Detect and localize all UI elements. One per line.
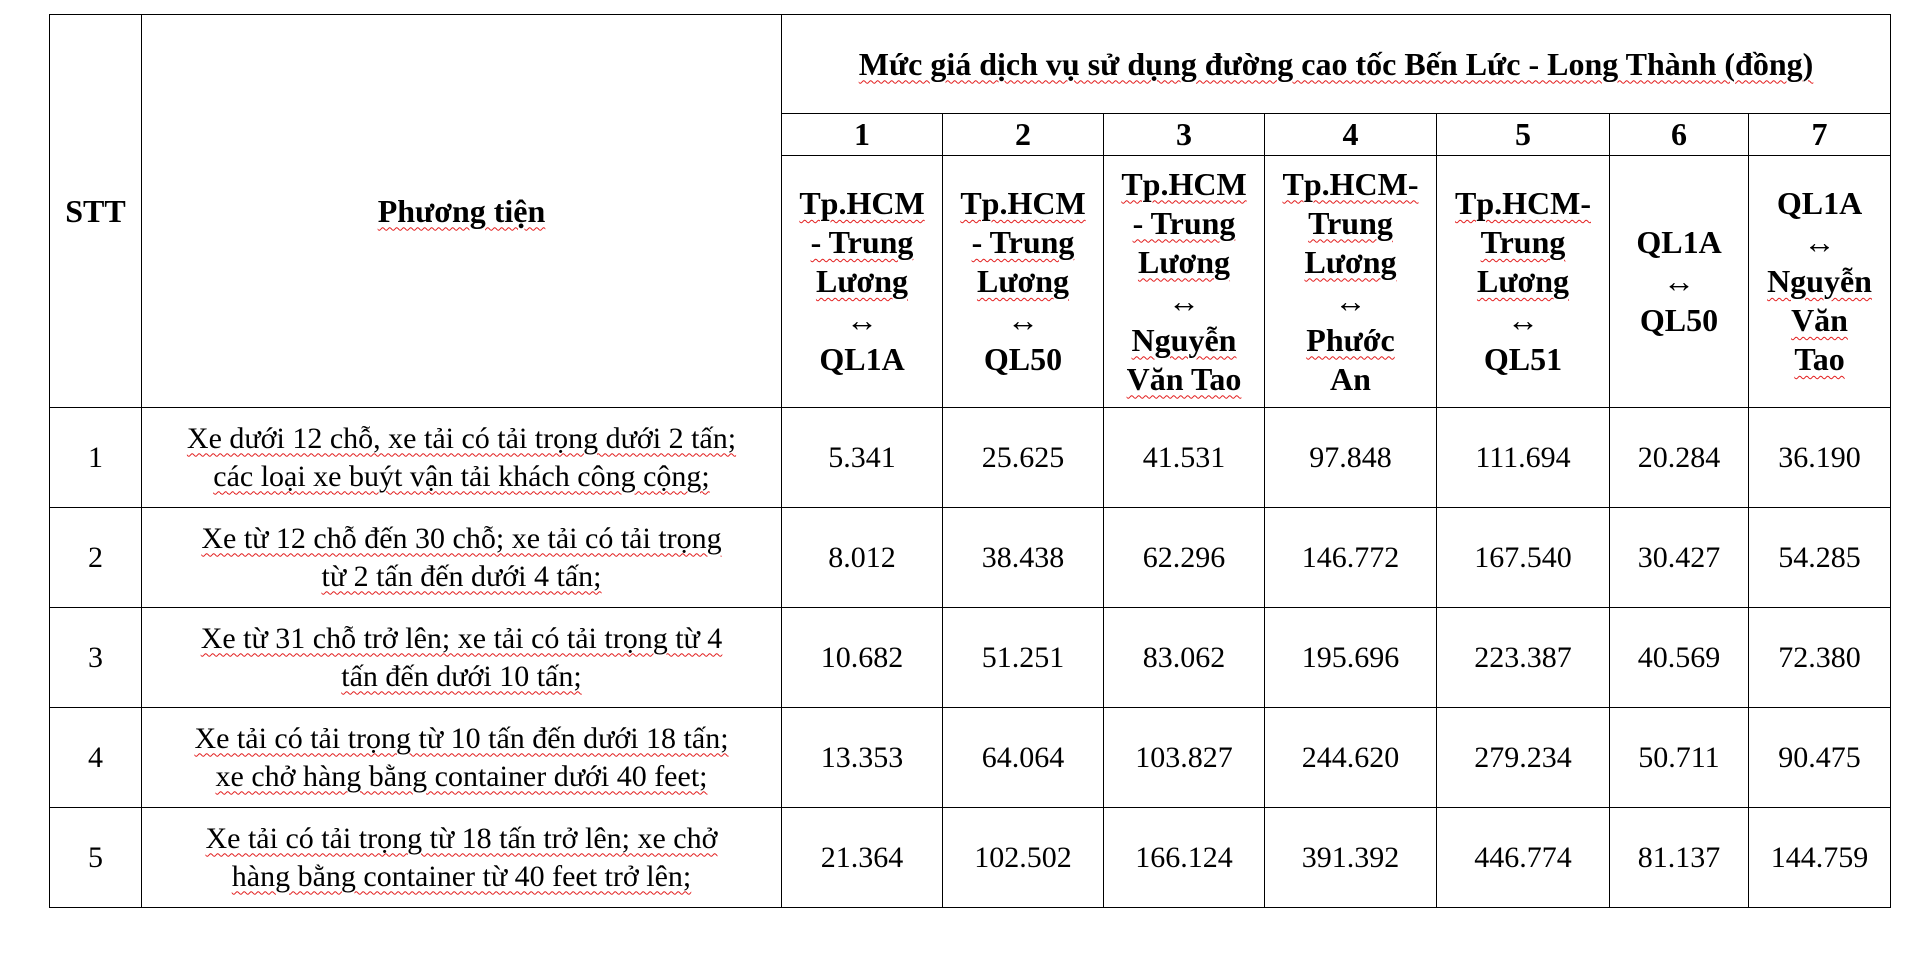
route-line: ↔ (1663, 263, 1695, 299)
table-row (50, 808, 1891, 908)
route-line: QL1A (819, 341, 905, 377)
route-line: QL1A (1776, 185, 1863, 221)
route-line: Văn Tao (1126, 360, 1242, 397)
price-cell: 25.625 (943, 408, 1104, 508)
route-number: 1 (782, 114, 943, 156)
route-line: QL50 (1639, 302, 1719, 338)
route-line: Văn (1791, 302, 1848, 338)
route-line: Tp.HCM (1121, 165, 1247, 202)
vehicle-line: các loại xe buýt vận tải khách công cộng; (213, 459, 710, 493)
route-line: ↔ (1334, 282, 1367, 319)
vehicle-cell (142, 508, 782, 608)
table-row (50, 408, 1891, 508)
price-cell: 8.012 (782, 508, 943, 608)
price-cell: 166.124 (1104, 808, 1265, 908)
row-stt: 1 (50, 408, 142, 508)
vehicle-header-text: Phương tiện (377, 192, 546, 229)
row-stt: 5 (50, 808, 142, 908)
price-cell: 244.620 (1265, 708, 1437, 808)
route-number: 4 (1265, 114, 1437, 156)
table-row (50, 508, 1891, 608)
route-header-6 (1610, 156, 1749, 408)
vehicle-cell (142, 608, 782, 708)
vehicle-line: tấn đến dưới 10 tấn; (341, 659, 582, 693)
vehicle-header (142, 15, 782, 408)
price-cell: 13.353 (782, 708, 943, 808)
price-cell: 62.296 (1104, 508, 1265, 608)
route-number: 2 (943, 114, 1104, 156)
price-cell: 223.387 (1437, 608, 1610, 708)
price-cell: 36.190 (1749, 408, 1891, 508)
route-line: Tp.HCM (799, 185, 925, 221)
price-cell: 103.827 (1104, 708, 1265, 808)
route-line: - Trung (810, 224, 914, 260)
table-row (50, 708, 1891, 808)
stt-header: STT (50, 15, 142, 408)
route-number: 6 (1610, 114, 1749, 156)
route-line: Trung (1308, 204, 1393, 241)
toll-fee-table (49, 14, 1891, 908)
route-header-3 (1104, 156, 1265, 408)
route-line: Lương (976, 263, 1070, 299)
route-line: Trung (1480, 224, 1566, 260)
route-number: 3 (1104, 114, 1265, 156)
fee-table-container (49, 14, 1890, 908)
vehicle-line: hàng bằng container từ 40 feet trở lên; (231, 859, 692, 893)
route-line: QL50 (983, 341, 1063, 377)
vehicle-line: từ 2 tấn đến dưới 4 tấn; (321, 559, 602, 593)
route-line: Tp.HCM- (1282, 165, 1419, 202)
price-header (782, 15, 1891, 114)
vehicle-cell (142, 408, 782, 508)
route-line: Nguyễn (1767, 263, 1872, 299)
route-number: 5 (1437, 114, 1610, 156)
route-number: 7 (1749, 114, 1891, 156)
route-header-4 (1265, 156, 1437, 408)
price-cell: 83.062 (1104, 608, 1265, 708)
route-line: - Trung (1132, 204, 1236, 241)
route-line: Lương (1476, 263, 1570, 299)
vehicle-cell (142, 708, 782, 808)
price-cell: 50.711 (1610, 708, 1749, 808)
price-cell: 10.682 (782, 608, 943, 708)
route-header-2 (943, 156, 1104, 408)
vehicle-line: Xe tải có tải trọng từ 10 tấn đến dưới 18 tấn; (194, 721, 729, 755)
route-line: ↔ (1168, 282, 1200, 319)
route-line: QL1A (1636, 224, 1722, 260)
price-cell: 30.427 (1610, 508, 1749, 608)
route-line: ↔ (1507, 302, 1539, 338)
price-header-text: Mức giá dịch vụ sử dụng đường cao tốc Bến Lức - Long Thành (đồng) (858, 45, 1814, 82)
route-line: ↔ (1007, 302, 1039, 338)
route-header-5 (1437, 156, 1610, 408)
vehicle-line: xe chở hàng bằng container dưới 40 feet; (215, 759, 708, 793)
route-line: Phước (1306, 321, 1395, 358)
table-row (50, 608, 1891, 708)
price-cell: 167.540 (1437, 508, 1610, 608)
vehicle-line: Xe tải có tải trọng từ 18 tấn trở lên; xe chở (205, 821, 718, 855)
row-stt: 3 (50, 608, 142, 708)
route-header-1 (782, 156, 943, 408)
route-line: Tao (1794, 341, 1845, 377)
vehicle-line: Xe từ 12 chỗ đến 30 chỗ; xe tải có tải trọng (201, 521, 722, 555)
price-cell: 391.392 (1265, 808, 1437, 908)
price-cell: 146.772 (1265, 508, 1437, 608)
route-header-7 (1749, 156, 1891, 408)
route-line: Tp.HCM (960, 185, 1086, 221)
price-cell: 144.759 (1749, 808, 1891, 908)
route-line: Lương (815, 263, 909, 299)
route-line: Nguyễn (1131, 321, 1237, 358)
price-cell: 102.502 (943, 808, 1104, 908)
route-line: QL51 (1483, 341, 1563, 377)
price-cell: 64.064 (943, 708, 1104, 808)
price-cell: 41.531 (1104, 408, 1265, 508)
price-cell: 20.284 (1610, 408, 1749, 508)
route-line: ↔ (846, 302, 878, 338)
price-cell: 21.364 (782, 808, 943, 908)
vehicle-line: Xe dưới 12 chỗ, xe tải có tải trọng dưới 2 tấn; (186, 421, 737, 455)
price-cell: 81.137 (1610, 808, 1749, 908)
route-line: ↔ (1803, 224, 1836, 260)
price-cell: 40.569 (1610, 608, 1749, 708)
price-cell: 54.285 (1749, 508, 1891, 608)
row-stt: 4 (50, 708, 142, 808)
price-cell: 72.380 (1749, 608, 1891, 708)
price-cell: 5.341 (782, 408, 943, 508)
route-line: Lương (1137, 243, 1231, 280)
price-cell: 446.774 (1437, 808, 1610, 908)
price-cell: 279.234 (1437, 708, 1610, 808)
vehicle-line: Xe từ 31 chỗ trở lên; xe tải có tải trọng từ 4 (200, 621, 723, 655)
route-line: An (1330, 360, 1371, 397)
price-cell: 51.251 (943, 608, 1104, 708)
price-cell: 111.694 (1437, 408, 1610, 508)
price-cell: 38.438 (943, 508, 1104, 608)
price-cell: 97.848 (1265, 408, 1437, 508)
price-cell: 195.696 (1265, 608, 1437, 708)
price-cell: 90.475 (1749, 708, 1891, 808)
route-line: - Trung (971, 224, 1075, 260)
route-line: Lương (1304, 243, 1397, 280)
row-stt: 2 (50, 508, 142, 608)
route-line: Tp.HCM- (1455, 185, 1591, 221)
vehicle-cell (142, 808, 782, 908)
